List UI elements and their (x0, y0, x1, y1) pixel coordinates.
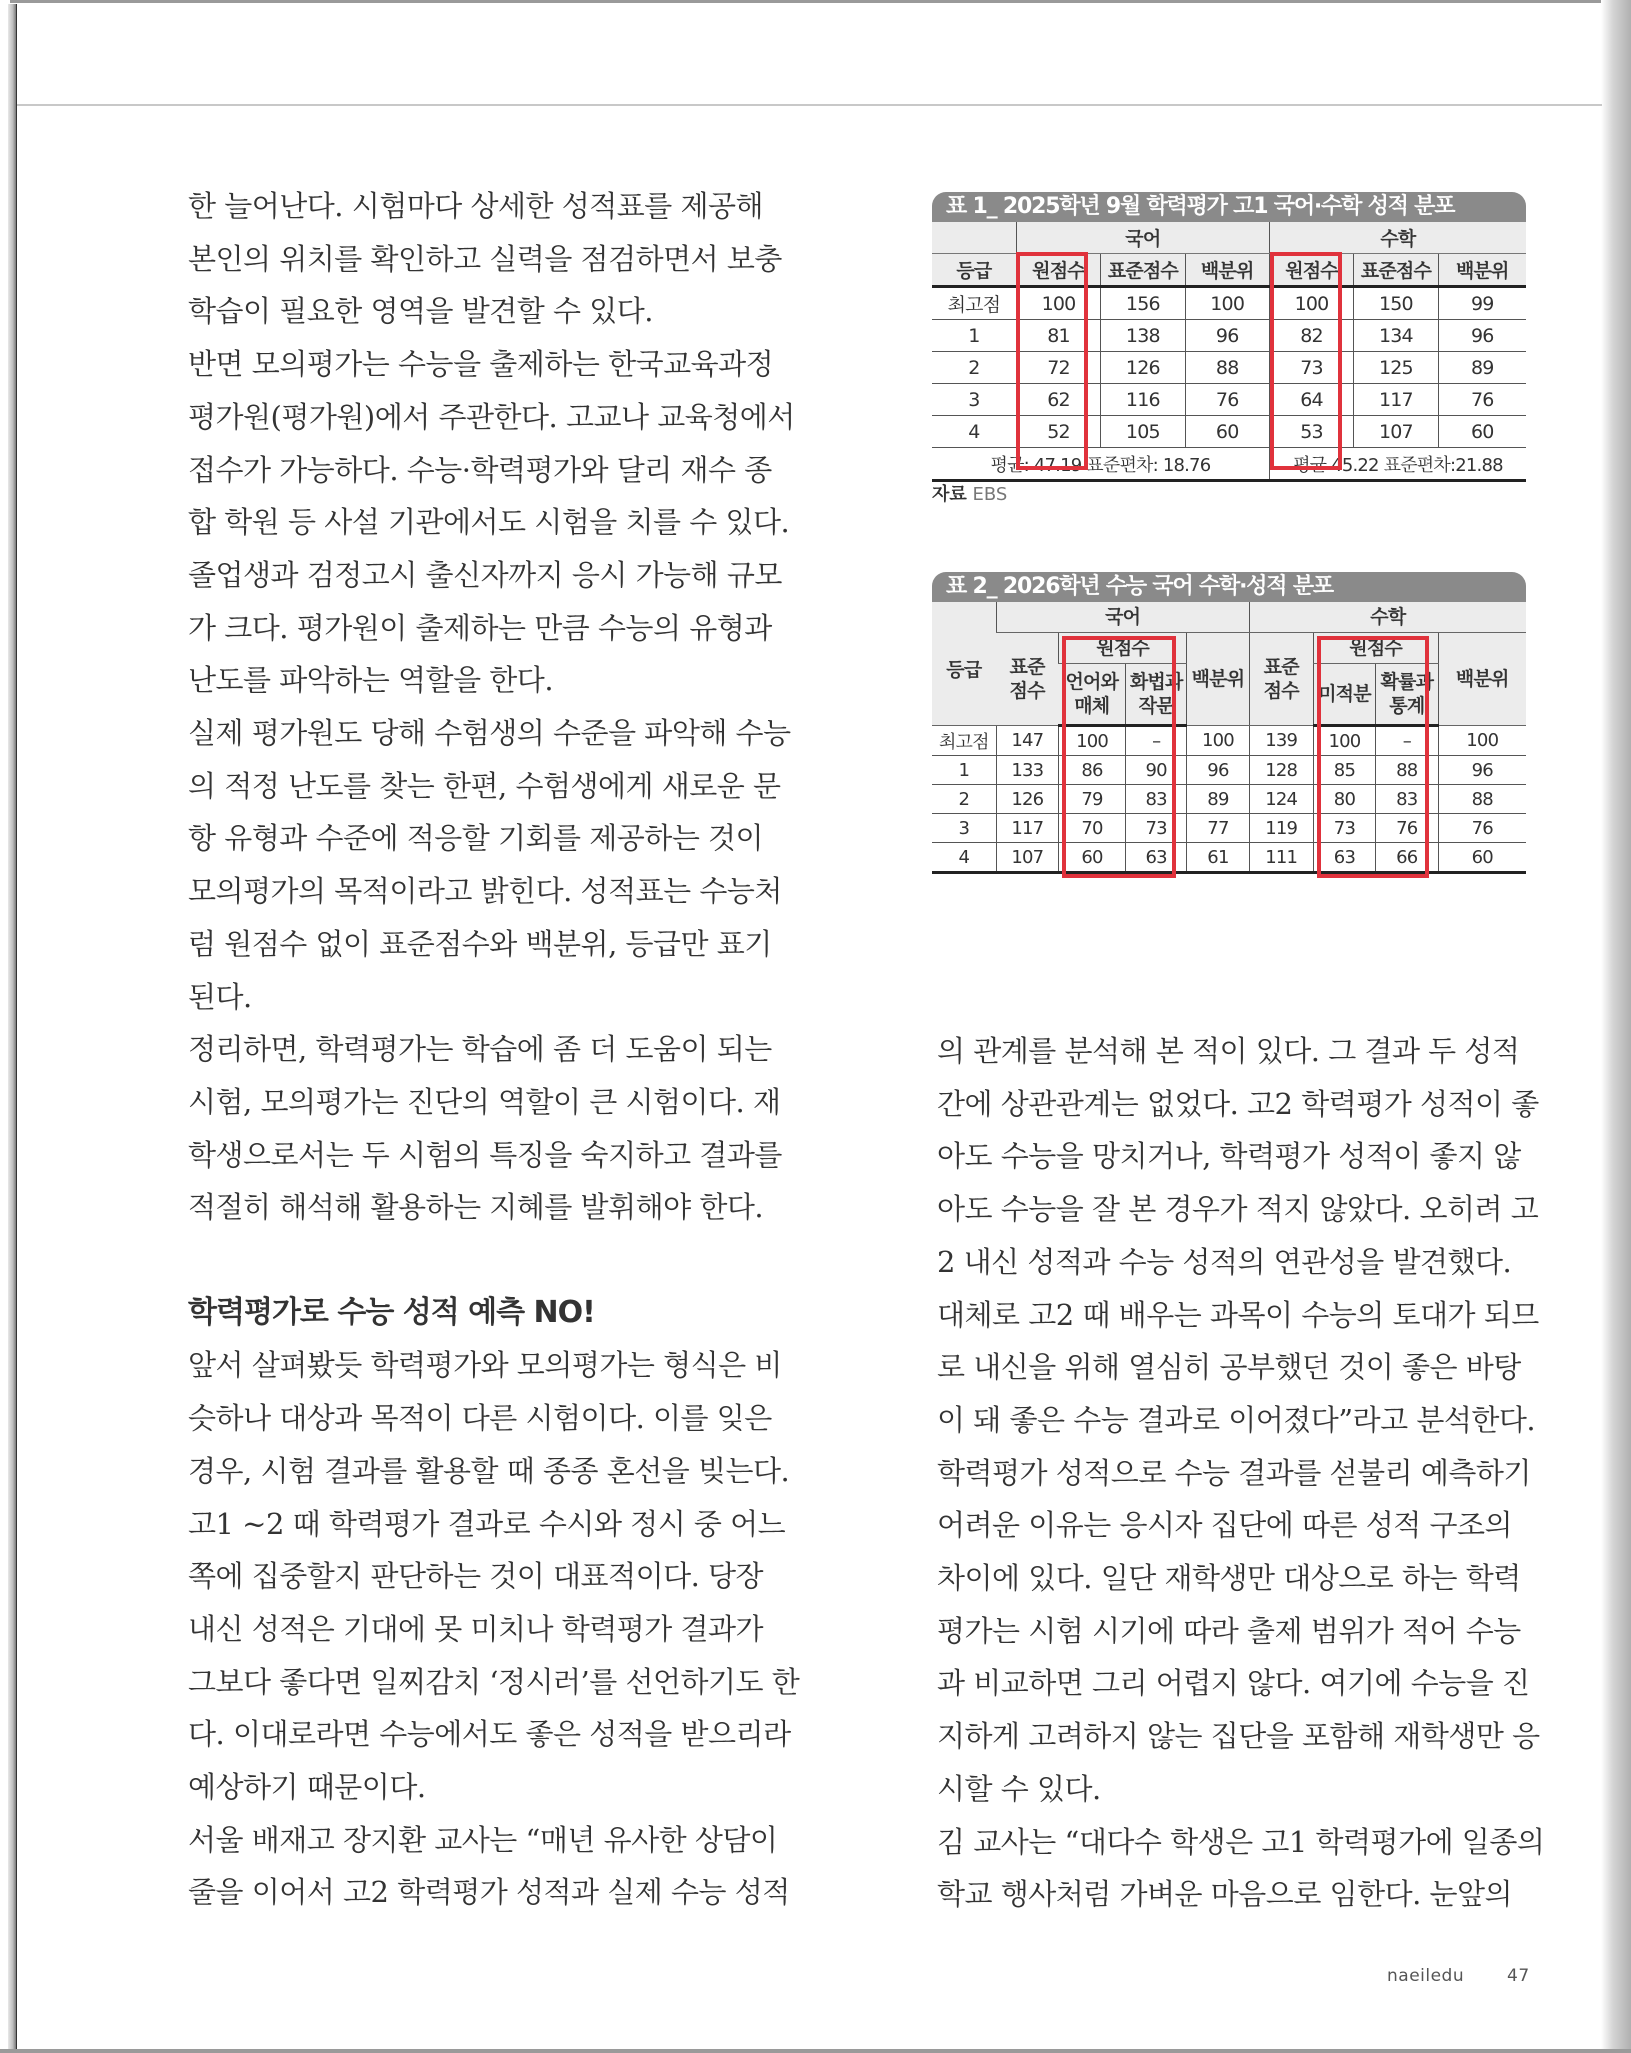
value-cell: 61 (1187, 843, 1249, 873)
text-line: 내신 성적은 기대에 못 미치나 학력평가 결과가 (188, 1611, 764, 1646)
grade-cell: 1 (932, 320, 1016, 352)
table2-group-korean: 국어 (996, 602, 1249, 633)
table2-korean-std-header: 표준 점수 (996, 633, 1058, 726)
text-line: 가 크다. 평가원이 출제하는 만큼 수능의 유형과 (188, 610, 772, 645)
text-line: 아도 수능을 잘 본 경우가 적지 않았다. 오히려 고 (937, 1192, 1539, 1227)
section-heading: 학력평가로 수능 성적 예측 NO! (188, 1294, 595, 1330)
value-cell: 60 (1438, 416, 1526, 448)
table2-title: 표 2_ 2026학년 수능 국어 수학·성적 분포 (932, 572, 1526, 602)
source-value: EBS (972, 484, 1008, 505)
value-cell: 88 (1438, 785, 1526, 814)
value-cell: 88 (1185, 352, 1269, 384)
value-cell: 96 (1185, 320, 1269, 352)
value-cell: 150 (1354, 287, 1438, 320)
page-spine-edge (8, 4, 17, 2053)
value-cell: 100 (1269, 287, 1353, 320)
text-line: 이 돼 좋은 수능 결과로 이어졌다”라고 분석한다. (937, 1402, 1536, 1437)
value-cell: 83 (1376, 785, 1438, 814)
value-cell: 82 (1269, 320, 1353, 352)
text-line: 서울 배재고 장지환 교사는 “매년 유사한 상담이 (188, 1822, 778, 1857)
value-cell: 96 (1438, 320, 1526, 352)
grade-cell: 최고점 (932, 726, 996, 756)
table2-math-std-header: 표준 점수 (1249, 633, 1313, 726)
grade-cell: 3 (932, 814, 996, 843)
text-line: 된다. (188, 979, 252, 1014)
value-cell: 133 (996, 756, 1058, 785)
text-line: 2 내신 성적과 수능 성적의 연관성을 발견했다. (937, 1244, 1512, 1279)
text-line: 학생으로서는 두 시험의 특징을 숙지하고 결과를 (188, 1137, 782, 1172)
value-cell: 117 (1354, 384, 1438, 416)
text-line: 대체로 고2 때 배우는 과목이 수능의 토대가 되므 (937, 1297, 1539, 1332)
text-line: 어려운 이유는 응시자 집단에 따른 성적 구조의 (937, 1508, 1513, 1543)
text-line: 럼 원점수 없이 표준점수와 백분위, 등급만 표기 (188, 926, 772, 961)
table1-row (932, 352, 1526, 384)
value-cell: 53 (1269, 416, 1353, 448)
text-line: 예상하기 때문이다. (188, 1770, 426, 1805)
footer-brand: naeiledu (1387, 1966, 1465, 1986)
value-cell: 100 (1185, 287, 1269, 320)
text-line: 난도를 파악하는 역할을 한다. (188, 663, 554, 698)
value-cell: 63 (1313, 843, 1375, 873)
table2-korean-pct-header: 백분위 (1187, 633, 1249, 726)
grade-cell: 최고점 (932, 287, 1016, 320)
page-top-edge (10, 0, 1631, 3)
table2-row (932, 814, 1526, 843)
value-cell: 100 (1016, 287, 1100, 320)
table1-source (932, 480, 1007, 506)
grade-cell: 4 (932, 843, 996, 873)
text-line: 고1 ~2 때 학력평가 결과로 수시와 정시 중 어느 (188, 1506, 786, 1541)
text-line: 한 늘어난다. 시험마다 상세한 성적표를 제공해 (188, 189, 764, 223)
value-cell: 117 (996, 814, 1058, 843)
value-cell: 63 (1126, 843, 1187, 873)
table1-grade-header: 등급 (932, 254, 1016, 287)
value-cell: 126 (1101, 352, 1185, 384)
table1 (932, 192, 1526, 482)
table1-corner (932, 222, 1016, 254)
text-line: 본인의 위치를 확인하고 실력을 점검하면서 보충 (188, 241, 782, 276)
grade-cell: 4 (932, 416, 1016, 448)
table2-row (932, 726, 1526, 756)
value-cell: 100 (1187, 726, 1249, 756)
value-cell: 100 (1438, 726, 1526, 756)
text-line: 접수가 가능하다. 수능·학력평가와 달리 재수 종 (188, 452, 772, 487)
value-cell: 105 (1101, 416, 1185, 448)
text-line: 학습이 필요한 영역을 발견할 수 있다. (188, 294, 654, 329)
text-line: 평가는 시험 시기에 따라 출제 범위가 적어 수능 (937, 1613, 1521, 1648)
text-line: 합 학원 등 사설 기관에서도 시험을 치를 수 있다. (188, 505, 790, 540)
value-cell: 62 (1016, 384, 1100, 416)
value-cell: 89 (1187, 785, 1249, 814)
text-line: 의 적정 난도를 찾는 한편, 수험생에게 새로운 문 (188, 768, 781, 803)
table1-group-korean: 국어 (1016, 222, 1269, 254)
source-label: 자료 (932, 484, 967, 505)
table2-row (932, 843, 1526, 873)
value-cell: 76 (1185, 384, 1269, 416)
value-cell: 72 (1016, 352, 1100, 384)
value-cell: 60 (1438, 843, 1526, 873)
table1-title: 표 1_ 2025학년 9월 학력평가 고1 국어·수학 성적 분포 (932, 192, 1526, 222)
text-line: 슷하나 대상과 목적이 다른 시험이다. 이를 잊은 (188, 1401, 772, 1436)
text-line: 실제 평가원도 당해 수험생의 수준을 파악해 수능 (188, 716, 791, 751)
text-line: 아도 수능을 망치거나, 학력평가 성적이 좋지 않 (937, 1139, 1521, 1174)
text-line: 앞서 살펴봤듯 학력평가와 모의평가는 형식은 비 (188, 1348, 782, 1383)
value-cell: 100 (1059, 726, 1126, 756)
page-curl-shadow (1601, 0, 1631, 2053)
table1-korean-stats: 평균: 47.19 표준편차: 18.76 (932, 448, 1269, 481)
table1-grid (932, 222, 1526, 482)
text-line: 간에 상관관계는 없었다. 고2 학력평가 성적이 좋 (937, 1086, 1539, 1121)
text-line: 의 관계를 분석해 본 적이 있다. 그 결과 두 성적 (937, 1034, 1520, 1068)
value-cell: 134 (1354, 320, 1438, 352)
value-cell: 100 (1313, 726, 1375, 756)
value-cell: 79 (1059, 785, 1126, 814)
table1-math-stats: 평균 45.22 표준편차:21.88 (1269, 448, 1526, 481)
text-line: 시험, 모의평가는 진단의 역할이 큰 시험이다. 재 (188, 1084, 781, 1119)
text-line: 항 유형과 수준에 적응할 기회를 제공하는 것이 (188, 821, 764, 856)
text-line: 로 내신을 위해 열심히 공부했던 것이 좋은 바탕 (937, 1350, 1521, 1385)
text-line: 지하게 고려하지 않는 집단을 포함해 재학생만 응 (937, 1719, 1540, 1754)
text-line: 경우, 시험 결과를 활용할 때 종종 혼선을 빚는다. (188, 1453, 790, 1488)
table2-sub-header: 확률과 통계 (1376, 664, 1438, 726)
grade-cell: 2 (932, 785, 996, 814)
text-line: 그보다 좋다면 일찌감치 ‘정시러’를 선언하기도 한 (188, 1664, 800, 1699)
text-line: 김 교사는 “대다수 학생은 고1 학력평가에 일종의 (937, 1824, 1545, 1859)
text-line: 다. 이대로라면 수능에서도 좋은 성적을 받으리라 (188, 1717, 791, 1752)
table2-math-raw-header: 원점수 (1313, 633, 1438, 664)
table2-grid (932, 602, 1526, 874)
value-cell: 60 (1059, 843, 1126, 873)
value-cell: 80 (1313, 785, 1375, 814)
table2-row (932, 756, 1526, 785)
table1-col-header: 백분위 (1438, 254, 1526, 287)
header-rule (17, 104, 1602, 106)
text-line: 차이에 있다. 일단 재학생만 대상으로 하는 학력 (937, 1561, 1521, 1596)
value-cell: 85 (1313, 756, 1375, 785)
section-spacer (188, 1234, 788, 1287)
table1-group-math: 수학 (1269, 222, 1526, 254)
text-line: 시할 수 있다. (937, 1771, 1101, 1806)
table2-sub-header: 화법과 작문 (1126, 664, 1187, 726)
value-cell: 89 (1438, 352, 1526, 384)
table2-sub-header: 언어와 매체 (1059, 664, 1126, 726)
text-line: 학력평가 성적으로 수능 결과를 섣불리 예측하기 (937, 1455, 1531, 1490)
table1-row (932, 384, 1526, 416)
value-cell: 147 (996, 726, 1058, 756)
value-cell: 88 (1376, 756, 1438, 785)
table2 (932, 572, 1526, 874)
text-line: 반면 모의평가는 수능을 출제하는 한국교육과정 (188, 347, 774, 382)
value-cell: 76 (1438, 814, 1526, 843)
table1-col-header: 백분위 (1185, 254, 1269, 287)
value-cell: 83 (1126, 785, 1187, 814)
value-cell: 96 (1187, 756, 1249, 785)
table2-group-math: 수학 (1249, 602, 1526, 633)
value-cell: 76 (1376, 814, 1438, 843)
grade-cell: 1 (932, 756, 996, 785)
value-cell: 138 (1101, 320, 1185, 352)
text-line: 평가원(평가원)에서 주관한다. 고교나 교육청에서 (188, 399, 795, 434)
value-cell: 139 (1249, 726, 1313, 756)
table1-row (932, 320, 1526, 352)
value-cell: 77 (1187, 814, 1249, 843)
grade-cell: 2 (932, 352, 1016, 384)
value-cell: 64 (1269, 384, 1353, 416)
value-cell: 124 (1249, 785, 1313, 814)
table2-sub-header: 미적분 (1313, 664, 1375, 726)
text-line: 쪽에 집중할지 판단하는 것이 대표적이다. 당장 (188, 1559, 764, 1594)
text-line: 줄을 이어서 고2 학력평가 성적과 실제 수능 성적 (188, 1875, 790, 1910)
value-cell: 96 (1438, 756, 1526, 785)
value-cell: 128 (1249, 756, 1313, 785)
table1-col-header: 표준점수 (1354, 254, 1438, 287)
table1-row (932, 416, 1526, 448)
value-cell: 73 (1269, 352, 1353, 384)
value-cell: 76 (1438, 384, 1526, 416)
page-bottom-edge (0, 2049, 1631, 2053)
text-line: 과 비교하면 그리 어렵지 않다. 여기에 수능을 진 (937, 1666, 1530, 1701)
right-text-column (937, 1025, 1545, 1921)
text-line: 정리하면, 학력평가는 학습에 좀 더 도움이 되는 (188, 1032, 772, 1067)
value-cell: 119 (1249, 814, 1313, 843)
text-line: 학교 행사처럼 가벼운 마음으로 임한다. 눈앞의 (937, 1877, 1513, 1912)
value-cell: 60 (1185, 416, 1269, 448)
text-line: 모의평가의 목적이라고 밝힌다. 성적표는 수능처 (188, 874, 782, 909)
value-cell: 66 (1376, 843, 1438, 873)
value-cell: 90 (1126, 756, 1187, 785)
value-cell: 125 (1354, 352, 1438, 384)
value-cell: 107 (996, 843, 1058, 873)
value-cell: 70 (1059, 814, 1126, 843)
table2-row (932, 785, 1526, 814)
value-cell: 116 (1101, 384, 1185, 416)
table1-col-header: 원점수 (1016, 254, 1100, 287)
table1-col-header: 원점수 (1269, 254, 1353, 287)
value-cell: 107 (1354, 416, 1438, 448)
value-cell: 156 (1101, 287, 1185, 320)
value-cell: 111 (1249, 843, 1313, 873)
value-cell: 73 (1126, 814, 1187, 843)
value-cell: 126 (996, 785, 1058, 814)
value-cell: 99 (1438, 287, 1526, 320)
value-cell: 86 (1059, 756, 1126, 785)
value-cell: 81 (1016, 320, 1100, 352)
text-line: 졸업생과 검정고시 출신자까지 응시 가능해 규모 (188, 557, 782, 592)
table1-row (932, 287, 1526, 320)
text-line: 적절히 해석해 활용하는 지혜를 발휘해야 한다. (188, 1190, 764, 1225)
value-cell: 73 (1313, 814, 1375, 843)
value-cell: – (1126, 726, 1187, 756)
table2-grade-header: 등급 (932, 602, 996, 726)
page-number: 47 (1507, 1966, 1530, 1986)
table2-korean-raw-header: 원점수 (1059, 633, 1187, 664)
table1-col-header: 표준점수 (1101, 254, 1185, 287)
left-text-column (188, 180, 800, 1919)
grade-cell: 3 (932, 384, 1016, 416)
value-cell: 52 (1016, 416, 1100, 448)
table2-math-pct-header: 백분위 (1438, 633, 1526, 726)
value-cell: – (1376, 726, 1438, 756)
